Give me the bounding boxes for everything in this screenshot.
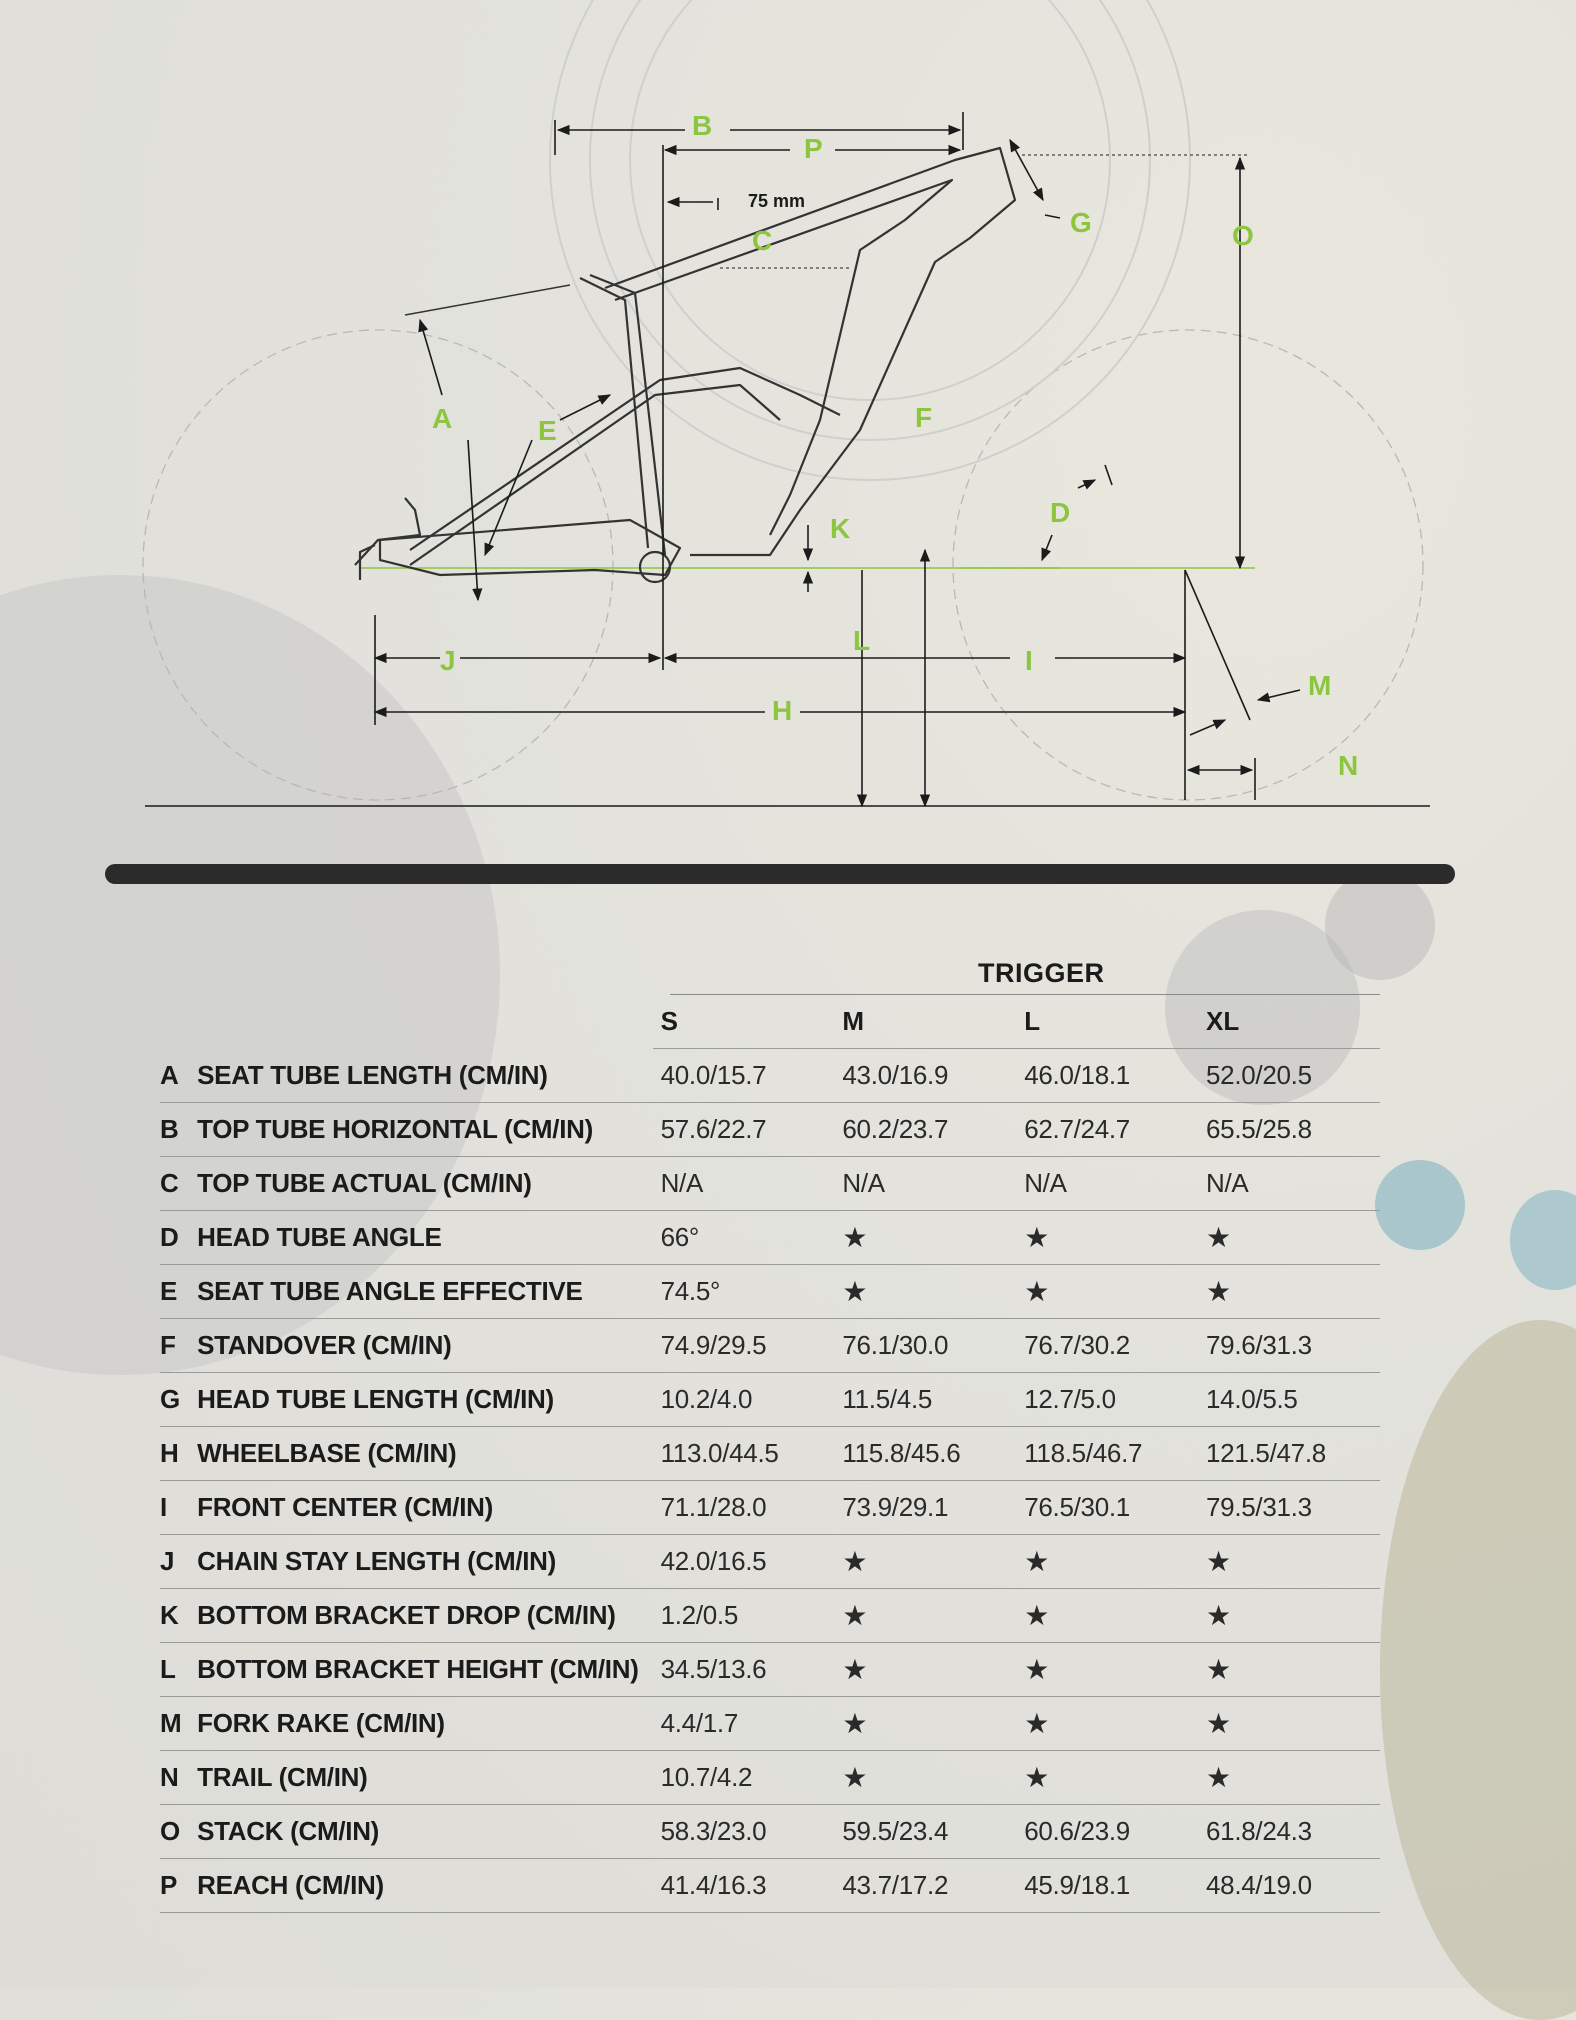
row-value-l: 76.5/30.1 bbox=[1016, 1481, 1198, 1535]
background-circle-small bbox=[1325, 870, 1435, 980]
dim-label-c: C bbox=[752, 225, 773, 256]
row-letter: K bbox=[160, 1589, 197, 1643]
row-value-xl: ★ bbox=[1198, 1697, 1380, 1751]
table-row bbox=[160, 1697, 1380, 1751]
row-label: BOTTOM BRACKET DROP (CM/IN) bbox=[197, 1589, 652, 1643]
row-label: WHEELBASE (CM/IN) bbox=[197, 1427, 652, 1481]
row-label: BOTTOM BRACKET HEIGHT (CM/IN) bbox=[197, 1643, 652, 1697]
row-value-s: 1.2/0.5 bbox=[653, 1589, 835, 1643]
geometry-table bbox=[160, 995, 1380, 1913]
background-texture-moss bbox=[1380, 1320, 1576, 2020]
table-row bbox=[160, 1319, 1380, 1373]
dim-label-b: B bbox=[692, 110, 713, 141]
row-value-xl: 65.5/25.8 bbox=[1198, 1103, 1380, 1157]
wheel-outlines bbox=[143, 330, 1423, 800]
row-value-xl: ★ bbox=[1198, 1535, 1380, 1589]
dim-label-p: P bbox=[804, 133, 823, 164]
dim-label-m: M bbox=[1308, 670, 1332, 701]
row-value-xl: 61.8/24.3 bbox=[1198, 1805, 1380, 1859]
row-label: REACH (CM/IN) bbox=[197, 1859, 652, 1913]
table-row bbox=[160, 1481, 1380, 1535]
row-value-l: 45.9/18.1 bbox=[1016, 1859, 1198, 1913]
row-label: TOP TUBE HORIZONTAL (CM/IN) bbox=[197, 1103, 652, 1157]
dim-label-a: A bbox=[432, 403, 453, 434]
bike-geometry-diagram bbox=[0, 0, 1576, 830]
row-value-m: ★ bbox=[834, 1211, 1016, 1265]
row-value-l: 62.7/24.7 bbox=[1016, 1103, 1198, 1157]
size-header-l: L bbox=[1016, 995, 1198, 1049]
row-value-m: ★ bbox=[834, 1265, 1016, 1319]
row-letter: H bbox=[160, 1427, 197, 1481]
row-value-m: 115.8/45.6 bbox=[834, 1427, 1016, 1481]
row-value-m: N/A bbox=[834, 1157, 1016, 1211]
row-letter: L bbox=[160, 1643, 197, 1697]
row-value-m: 73.9/29.1 bbox=[834, 1481, 1016, 1535]
dim-label-d: D bbox=[1050, 497, 1071, 528]
row-value-xl: ★ bbox=[1198, 1751, 1380, 1805]
row-letter: G bbox=[160, 1373, 197, 1427]
row-letter: E bbox=[160, 1265, 197, 1319]
table-row bbox=[160, 1157, 1380, 1211]
row-value-s: 57.6/22.7 bbox=[653, 1103, 835, 1157]
row-value-s: 113.0/44.5 bbox=[653, 1427, 835, 1481]
dim-label-o: O bbox=[1232, 220, 1254, 251]
row-value-xl: 79.5/31.3 bbox=[1198, 1481, 1380, 1535]
row-letter: D bbox=[160, 1211, 197, 1265]
row-label: SEAT TUBE LENGTH (CM/IN) bbox=[197, 1049, 652, 1103]
table-row bbox=[160, 1211, 1380, 1265]
row-value-l: ★ bbox=[1016, 1697, 1198, 1751]
table-row bbox=[160, 1859, 1380, 1913]
row-value-s: 74.9/29.5 bbox=[653, 1319, 835, 1373]
row-label: HEAD TUBE LENGTH (CM/IN) bbox=[197, 1373, 652, 1427]
row-value-m: ★ bbox=[834, 1589, 1016, 1643]
row-value-m: 76.1/30.0 bbox=[834, 1319, 1016, 1373]
row-value-xl: 52.0/20.5 bbox=[1198, 1049, 1380, 1103]
row-value-xl: 121.5/47.8 bbox=[1198, 1427, 1380, 1481]
row-value-l: 46.0/18.1 bbox=[1016, 1049, 1198, 1103]
row-value-l: 76.7/30.2 bbox=[1016, 1319, 1198, 1373]
row-value-xl: ★ bbox=[1198, 1211, 1380, 1265]
model-title: TRIGGER bbox=[978, 958, 1105, 988]
row-label: FRONT CENTER (CM/IN) bbox=[197, 1481, 652, 1535]
row-label: TOP TUBE ACTUAL (CM/IN) bbox=[197, 1157, 652, 1211]
frame-outline bbox=[355, 148, 1015, 582]
row-letter: B bbox=[160, 1103, 197, 1157]
dim-label-k: K bbox=[830, 513, 851, 544]
row-value-l: ★ bbox=[1016, 1589, 1198, 1643]
row-value-s: 10.7/4.2 bbox=[653, 1751, 835, 1805]
row-label: STANDOVER (CM/IN) bbox=[197, 1319, 652, 1373]
dim-label-h: H bbox=[772, 695, 793, 726]
row-value-xl: 14.0/5.5 bbox=[1198, 1373, 1380, 1427]
row-label: CHAIN STAY LENGTH (CM/IN) bbox=[197, 1535, 652, 1589]
row-value-s: 42.0/16.5 bbox=[653, 1535, 835, 1589]
row-value-l: 60.6/23.9 bbox=[1016, 1805, 1198, 1859]
row-value-m: ★ bbox=[834, 1751, 1016, 1805]
row-value-xl: 79.6/31.3 bbox=[1198, 1319, 1380, 1373]
row-value-l: ★ bbox=[1016, 1535, 1198, 1589]
dim-label-n: N bbox=[1338, 750, 1359, 781]
table-row bbox=[160, 1049, 1380, 1103]
table-row bbox=[160, 1805, 1380, 1859]
table-row bbox=[160, 1427, 1380, 1481]
row-value-l: 118.5/46.7 bbox=[1016, 1427, 1198, 1481]
size-header-xl: XL bbox=[1198, 995, 1380, 1049]
row-letter: O bbox=[160, 1805, 197, 1859]
row-letter: M bbox=[160, 1697, 197, 1751]
row-label: HEAD TUBE ANGLE bbox=[197, 1211, 652, 1265]
row-label: TRAIL (CM/IN) bbox=[197, 1751, 652, 1805]
row-letter: J bbox=[160, 1535, 197, 1589]
row-value-l: N/A bbox=[1016, 1157, 1198, 1211]
row-value-s: 40.0/15.7 bbox=[653, 1049, 835, 1103]
row-value-xl: N/A bbox=[1198, 1157, 1380, 1211]
section-divider bbox=[105, 864, 1455, 884]
row-letter: N bbox=[160, 1751, 197, 1805]
size-header-row bbox=[160, 995, 1380, 1049]
row-letter: A bbox=[160, 1049, 197, 1103]
table-row bbox=[160, 1373, 1380, 1427]
row-label: SEAT TUBE ANGLE EFFECTIVE bbox=[197, 1265, 652, 1319]
row-value-s: 34.5/13.6 bbox=[653, 1643, 835, 1697]
row-letter: I bbox=[160, 1481, 197, 1535]
table-row bbox=[160, 1265, 1380, 1319]
row-letter: P bbox=[160, 1859, 197, 1913]
table-row bbox=[160, 1643, 1380, 1697]
row-value-m: 60.2/23.7 bbox=[834, 1103, 1016, 1157]
row-value-s: 4.4/1.7 bbox=[653, 1697, 835, 1751]
dim-label-g: G bbox=[1070, 207, 1092, 238]
table-row bbox=[160, 1751, 1380, 1805]
row-value-s: 66° bbox=[653, 1211, 835, 1265]
table-row bbox=[160, 1535, 1380, 1589]
row-value-l: ★ bbox=[1016, 1751, 1198, 1805]
row-value-s: 58.3/23.0 bbox=[653, 1805, 835, 1859]
dim-label-e: E bbox=[538, 415, 557, 446]
row-value-m: ★ bbox=[834, 1697, 1016, 1751]
row-value-m: 43.7/17.2 bbox=[834, 1859, 1016, 1913]
row-label: FORK RAKE (CM/IN) bbox=[197, 1697, 652, 1751]
row-value-l: ★ bbox=[1016, 1643, 1198, 1697]
row-value-l: 12.7/5.0 bbox=[1016, 1373, 1198, 1427]
row-value-s: 71.1/28.0 bbox=[653, 1481, 835, 1535]
row-value-l: ★ bbox=[1016, 1265, 1198, 1319]
row-value-s: 41.4/16.3 bbox=[653, 1859, 835, 1913]
table-row bbox=[160, 1589, 1380, 1643]
row-value-m: 43.0/16.9 bbox=[834, 1049, 1016, 1103]
row-value-m: ★ bbox=[834, 1535, 1016, 1589]
dim-label-j: J bbox=[440, 645, 456, 676]
row-value-s: 74.5° bbox=[653, 1265, 835, 1319]
size-header-s: S bbox=[653, 995, 835, 1049]
geometry-table-body bbox=[160, 1049, 1380, 1913]
row-label: STACK (CM/IN) bbox=[197, 1805, 652, 1859]
row-value-m: 11.5/4.5 bbox=[834, 1373, 1016, 1427]
row-value-s: 10.2/4.0 bbox=[653, 1373, 835, 1427]
dim-label-i: I bbox=[1025, 645, 1033, 676]
row-value-xl: ★ bbox=[1198, 1643, 1380, 1697]
row-value-l: ★ bbox=[1016, 1211, 1198, 1265]
row-value-xl: 48.4/19.0 bbox=[1198, 1859, 1380, 1913]
dim-label-f: F bbox=[915, 402, 933, 433]
size-header-m: M bbox=[834, 995, 1016, 1049]
row-value-xl: ★ bbox=[1198, 1589, 1380, 1643]
background-spot-blue-2 bbox=[1510, 1190, 1576, 1290]
row-value-s: N/A bbox=[653, 1157, 835, 1211]
row-letter: F bbox=[160, 1319, 197, 1373]
row-value-xl: ★ bbox=[1198, 1265, 1380, 1319]
table-row bbox=[160, 1103, 1380, 1157]
row-value-m: 59.5/23.4 bbox=[834, 1805, 1016, 1859]
seat-offset-label: 75 mm bbox=[748, 191, 806, 211]
dim-label-l: L bbox=[853, 625, 871, 656]
row-value-m: ★ bbox=[834, 1643, 1016, 1697]
background-spot-blue-1 bbox=[1375, 1160, 1465, 1250]
row-letter: C bbox=[160, 1157, 197, 1211]
